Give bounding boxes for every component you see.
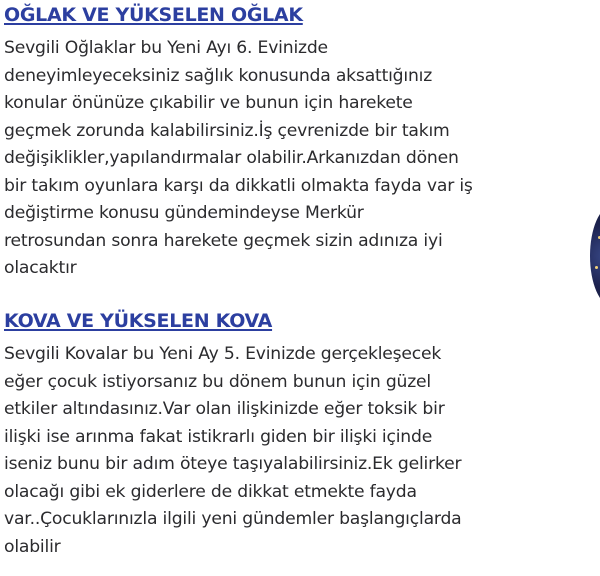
capricorn-text-line: retrosundan sonra harekete geçmek sizin adınıza iyi bbox=[4, 230, 443, 251]
capricorn-text-line: geçmek zorunda kalabilirsiniz.İş çevrenizde bir takım bbox=[4, 120, 450, 141]
capricorn-heading: OĞLAK VE YÜKSELEN OĞLAK bbox=[4, 4, 303, 26]
aquarius-text-line: olabilir bbox=[4, 536, 61, 557]
capricorn-section bbox=[4, 0, 590, 283]
capricorn-text-line: bir takım oyunlara karşı da dikkatli olmakta fayda var iş bbox=[4, 175, 473, 196]
capricorn-text-line: olacaktır bbox=[4, 258, 77, 278]
capricorn-text-line: değiştirme konusu gündemindeyse Merkür bbox=[4, 203, 364, 223]
aquarius-heading: KOVA VE YÜKSELEN KOVA bbox=[4, 310, 273, 332]
aquarius-text-line: Sevgili Kovalar bu Yeni Ay 5. Evinizde gerçekleşecek bbox=[4, 344, 442, 364]
aquarius-section bbox=[4, 305, 590, 561]
aquarius-text-line: olacağı gibi ek giderlere de dikkat etmekte fayda bbox=[4, 481, 417, 502]
zodiac-illustration-edge bbox=[590, 206, 600, 306]
capricorn-text-line: değişiklikler,yapılandırmalar olabilir.Arkanızdan dönen bbox=[4, 148, 459, 168]
aquarius-text-line: ilişki ise arınma fakat istikrarlı giden bir ilişki içinde bbox=[4, 426, 433, 447]
aquarius-text-line: etkiler altındasınız.Var olan ilişkinizde eğer toksik bir bbox=[4, 399, 445, 419]
capricorn-text-line: konular önünüze çıkabilir ve bunun için harekete bbox=[4, 93, 413, 113]
capricorn-text-line: deneyimleyeceksiniz sağlık konusunda aksattığınız bbox=[4, 65, 433, 86]
aquarius-text-line: var..Çocuklarınızla ilgili yeni gündemler başlangıçlarda bbox=[4, 509, 462, 529]
aquarius-text-line: iseniz bunu bir adım öteye taşıyalabilirsiniz.Ek gelirker bbox=[4, 454, 462, 474]
capricorn-text-line: Sevgili Oğlaklar bu Yeni Ayı 6. Evinizde bbox=[4, 38, 328, 58]
aquarius-text-line: eğer çocuk istiyorsanız bu dönem bunun için güzel bbox=[4, 371, 431, 392]
